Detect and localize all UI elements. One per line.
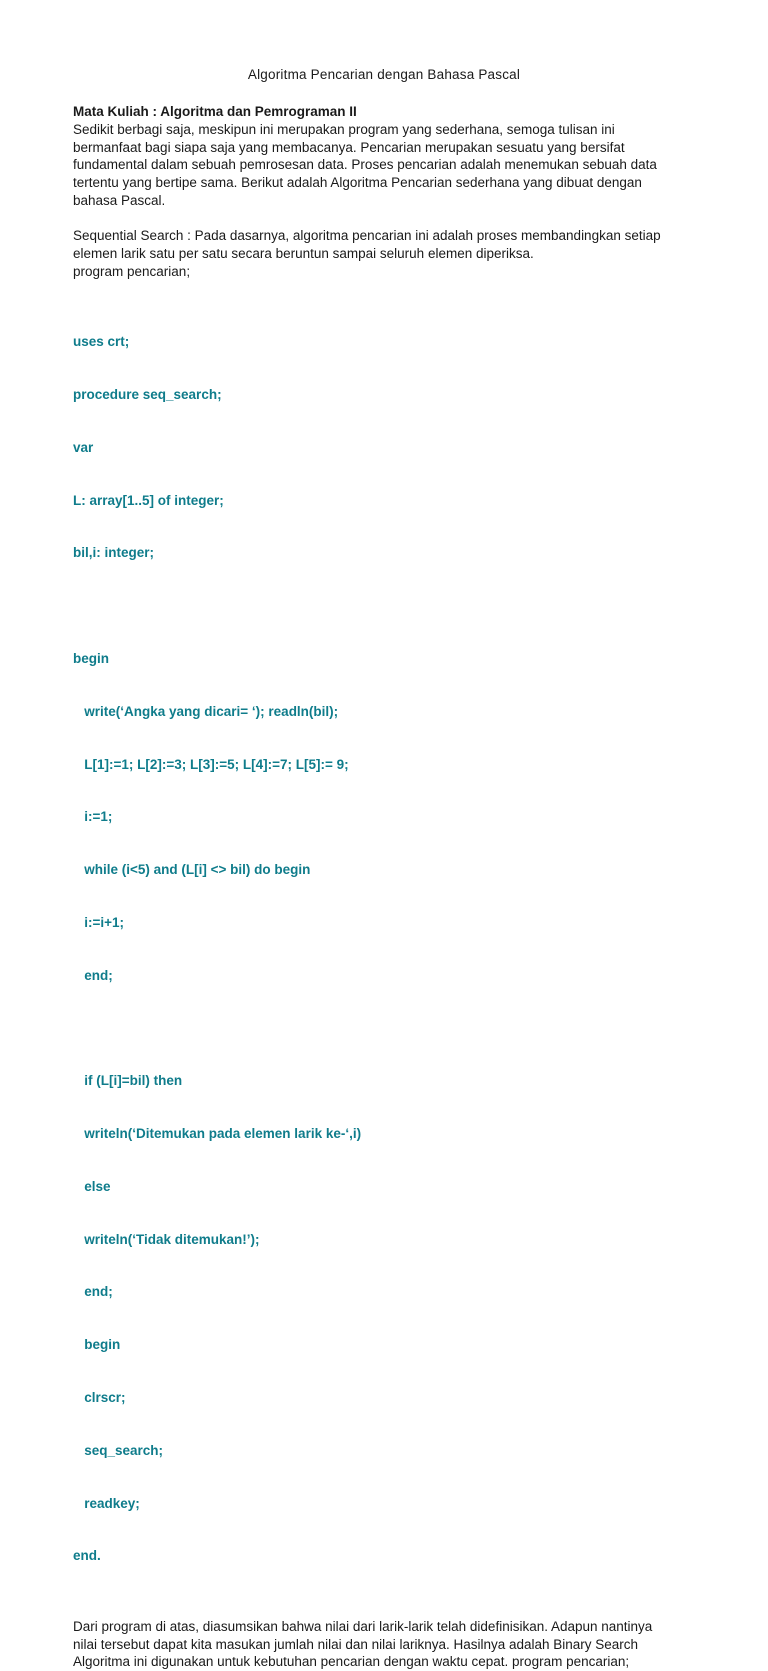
spacer <box>73 1600 695 1618</box>
code-line: var <box>73 439 94 455</box>
code-line: seq_search; <box>73 1442 164 1458</box>
code-line: end; <box>73 1284 113 1300</box>
spacer <box>73 1019 695 1037</box>
code-line: if (L[i]=bil) then <box>73 1073 183 1089</box>
code-line: bil,i: integer; <box>73 545 154 561</box>
paragraph-line: bermanfaat bagi siapa saja yang membacanya. Pencarian merupakan sesuatu yang bersifat <box>73 139 625 155</box>
code-line: begin <box>73 650 109 666</box>
code-line: else <box>73 1178 111 1194</box>
code-line: end. <box>73 1548 101 1564</box>
code-line: uses crt; <box>73 334 130 350</box>
paragraph-line: elemen larik satu per satu secara beruntun sampai seluruh elemen diperiksa. <box>73 245 534 261</box>
code-line: begin <box>73 1337 121 1353</box>
paragraph-line: nilai tersebut dapat kita masukan jumlah nilai dan nilai lariknya. Hasilnya adalah Binary Search <box>73 1636 639 1652</box>
paragraph-line: Dari program di atas, diasumsikan bahwa nilai dari larik-larik telah didefinisikan. Adapun nantinya <box>73 1618 653 1634</box>
code-line: writeln(‘Ditemukan pada elemen larik ke-‘,i) <box>73 1126 362 1142</box>
closing-paragraph <box>73 1618 695 1671</box>
document-title: Algoritma Pencarian dengan Bahasa Pascal <box>247 67 521 82</box>
paragraph-line: bahasa Pascal. <box>73 192 166 208</box>
code-procedure-body <box>73 615 695 1020</box>
code-line: L[1]:=1; L[2]:=3; L[3]:=5; L[4]:=7; L[5]:= 9; <box>73 756 349 772</box>
code-line: writeln(‘Tidak ditemukan!’); <box>73 1231 260 1247</box>
intro-paragraph <box>73 121 695 210</box>
code-line: write(‘Angka yang dicari= ‘); readln(bil); <box>73 703 339 719</box>
spacer <box>73 280 695 298</box>
code-result-and-main <box>73 1037 695 1600</box>
paragraph-line: fundamental dalam sebuah pemrosesan data. Proses pencarian adalah menemukan sebuah data <box>73 157 657 173</box>
spacer <box>73 597 695 615</box>
code-line: i:=i+1; <box>73 914 125 930</box>
sequential-search-paragraph <box>73 227 695 280</box>
course-subtitle: Mata Kuliah : Algoritma dan Pemrograman II <box>73 104 357 119</box>
code-line: i:=1; <box>73 809 113 825</box>
code-line: readkey; <box>73 1495 140 1511</box>
paragraph-line: tertentu yang bertipe sama. Berikut adalah Algoritma Pencarian sederhana yang dibuat dengan <box>73 175 642 191</box>
code-line: clrscr; <box>73 1390 126 1405</box>
paragraph-line: Sedikit berbagi saja, meskipun ini merupakan program yang sederhana, semoga tulisan ini <box>73 122 615 137</box>
document-page <box>73 66 695 1671</box>
code-line: L: array[1..5] of integer; <box>73 492 224 508</box>
code-line: while (i<5) and (L[i] <> bil) do begin <box>73 862 311 878</box>
paragraph-line: program pencarian; <box>73 263 191 279</box>
paragraph-line: Algoritma ini digunakan untuk kebutuhan pencarian dengan waktu cepat. program pencarian; <box>73 1654 630 1670</box>
code-line: end; <box>73 967 113 983</box>
code-declarations <box>73 298 695 597</box>
spacer <box>73 210 695 228</box>
paragraph-line: Sequential Search : Pada dasarnya, algoritma pencarian ini adalah proses membandingkan setiap <box>73 228 661 244</box>
code-line: procedure seq_search; <box>73 386 222 402</box>
